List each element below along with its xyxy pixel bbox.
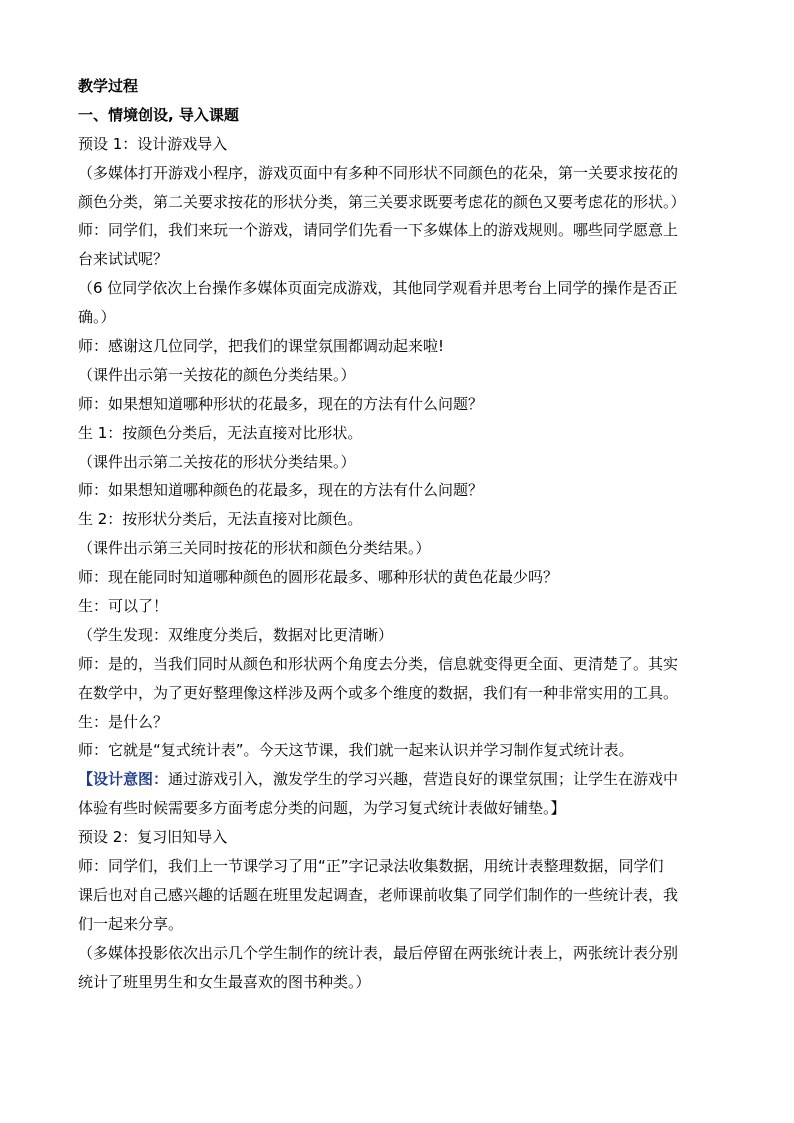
paragraph-line: 课后也对自己感兴趣的话题在班里发起调查，老师课前收集了同学们制作的一些统计表，我 <box>78 885 679 904</box>
paragraph-line: （学生发现：双维度分类后，数据对比更清晰） <box>78 625 394 644</box>
section-heading: 教学过程 <box>78 77 139 95</box>
paragraph-line: （课件出示第二关按花的形状分类结果。） <box>78 452 356 471</box>
paragraph-line: 在数学中，为了更好整理像这样涉及两个或多个维度的数据，我们有一种非常实用的工具。 <box>78 683 679 702</box>
paragraph-line: 们一起来分享。 <box>78 914 184 933</box>
paragraph-line: 师：是的，当我们同时从颜色和形状两个角度去分类，信息就变得更全面、更清楚了。其实 <box>78 654 679 673</box>
paragraph-line: 确。） <box>78 308 116 327</box>
paragraph-line: 生：可以了！ <box>78 597 169 616</box>
paragraph-line: （课件出示第一关按花的颜色分类结果。） <box>78 365 356 384</box>
paragraph-line: 师：如果想知道哪种颜色的花最多，现在的方法有什么问题？ <box>78 481 484 500</box>
paragraph-line: 统计了班里男生和女生最喜欢的图书种类。） <box>78 972 371 991</box>
paragraph-line: 师：如果想知道哪种形状的花最多，现在的方法有什么问题？ <box>78 394 484 413</box>
document-page <box>78 72 723 997</box>
paragraph-line: 师：感谢这几位同学，把我们的课堂氛围都调动起来啦! <box>78 337 445 356</box>
paragraph-line: 师：同学们，我们上一节课学习了用“正”字记录法收集数据，用统计表整理数据，同学们 <box>78 857 664 876</box>
paragraph-line: 颜色分类，第二关要求按花的形状分类，第三关要求既要考虑花的颜色又要考虑花的形状。） <box>78 192 686 211</box>
paragraph-line: 生 2：按形状分类后，无法直接对比颜色。 <box>78 510 363 529</box>
paragraph-line: 台来试试呢？ <box>78 250 169 269</box>
paragraph-line: （6 位同学依次上台操作多媒体页面完成游戏，其他同学观看并思考台上同学的操作是否正 <box>78 279 678 298</box>
paragraph-line: 师：同学们，我们来玩一个游戏，请同学们先看一下多媒体上的游戏规则。哪些同学愿意上 <box>78 221 679 240</box>
design-intent-continuation: 体验有些时候需要多方面考虑分类的问题，为学习复式统计表做好铺垫。】 <box>78 799 566 818</box>
paragraph-line: 师：它就是“复式统计表”。今天这节课，我们就一起来认识并学习制作复式统计表。 <box>78 741 634 760</box>
subsection-heading: 一、情境创设, 导入课题 <box>78 105 239 124</box>
paragraph-line: 生 1：按颜色分类后，无法直接对比形状。 <box>78 423 363 442</box>
paragraph-line: （多媒体投影依次出示几个学生制作的统计表，最后停留在两张统计表上，两张统计表分别 <box>78 943 679 962</box>
preset-title: 预设 1：设计游戏导入 <box>78 134 228 153</box>
paragraph-line: （多媒体打开游戏小程序，游戏页面中有多种不同形状不同颜色的花朵，第一关要求按花的 <box>78 163 679 182</box>
preset-title: 预设 2：复习旧知导入 <box>78 828 228 847</box>
paragraph-line: （课件出示第三关同时按花的形状和颜色分类结果。） <box>78 539 431 558</box>
design-intent-text: 通过游戏引入，激发学生的学习兴趣，营造良好的课堂氛围；让学生在游戏中 <box>168 770 679 789</box>
paragraph-line: 师：现在能同时知道哪种颜色的圆形花最多、哪种形状的黄色花最少吗？ <box>78 568 559 587</box>
paragraph-line: 生：是什么？ <box>78 712 169 731</box>
design-intent-line <box>78 765 723 794</box>
design-intent-label: 【设计意图： <box>78 770 169 789</box>
